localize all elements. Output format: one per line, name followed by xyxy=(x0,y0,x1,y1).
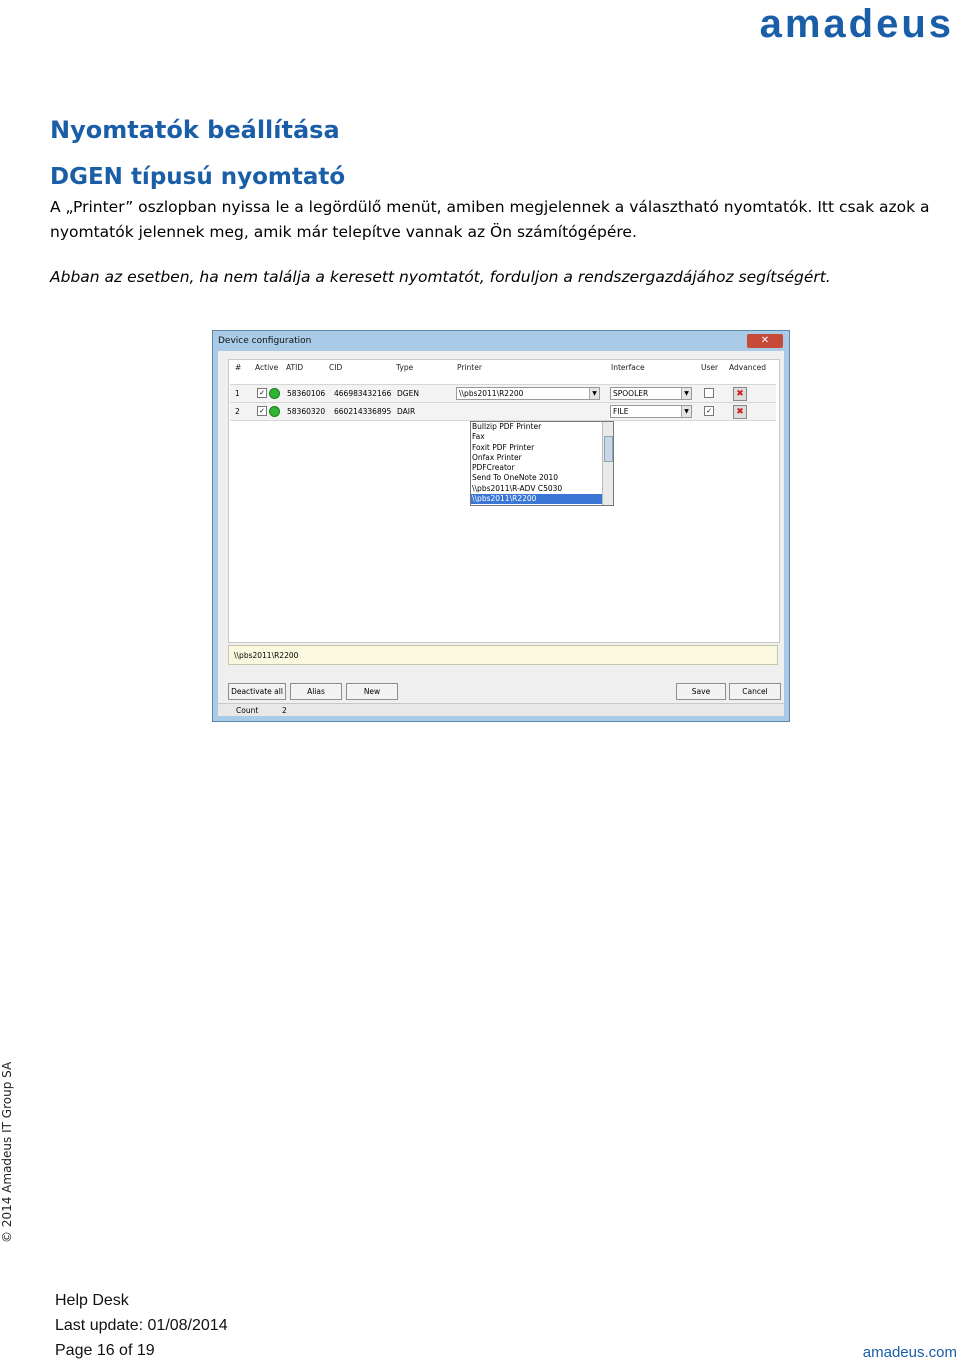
section-title: DGEN típusú nyomtató xyxy=(50,164,346,190)
help-note: Abban az esetben, ha nem találja a keresett nyomtatót, forduljon a rendszergazdájához segítségért. xyxy=(50,268,831,286)
chevron-down-icon[interactable]: ▼ xyxy=(681,406,691,417)
advanced-settings-icon[interactable]: ✖ xyxy=(733,405,747,419)
footer-website-link[interactable]: amadeus.com xyxy=(862,1344,957,1361)
scrollbar-thumb[interactable] xyxy=(604,436,613,462)
status-green-icon xyxy=(269,406,280,417)
col-header-active: Active xyxy=(255,363,279,372)
printer-dropdown-list[interactable] xyxy=(470,421,614,506)
alias-button[interactable]: Alias xyxy=(290,683,342,700)
printer-option[interactable]: PDFCreator xyxy=(472,463,515,473)
printer-select-value: \\pbs2011\R2200 xyxy=(459,389,524,398)
printer-option[interactable]: Send To OneNote 2010 xyxy=(472,473,559,483)
status-green-icon xyxy=(269,388,280,399)
type-cell: DGEN xyxy=(397,389,419,398)
copyright-vertical: © 2014 Amadeus IT Group SA xyxy=(0,1061,14,1243)
interface-select-value: FILE xyxy=(613,407,629,416)
table-row[interactable] xyxy=(230,402,776,421)
cancel-button[interactable]: Cancel xyxy=(729,683,781,700)
dialog-title: Device configuration xyxy=(218,336,312,346)
cid-cell: 660214336895 xyxy=(334,407,392,416)
row-number: 2 xyxy=(235,407,240,416)
col-header-printer: Printer xyxy=(457,363,482,372)
user-checkbox[interactable]: ✓ xyxy=(704,406,714,416)
atid-cell: 58360320 xyxy=(287,407,326,416)
col-header-cid: CID xyxy=(329,363,343,372)
footer-page-number: Page 16 of 19 xyxy=(55,1342,155,1359)
col-header-advanced: Advanced xyxy=(729,363,767,372)
close-button[interactable]: ✕ xyxy=(747,334,783,348)
cid-cell: 466983432166 xyxy=(334,389,392,398)
dialog-body xyxy=(218,351,784,715)
interface-select[interactable] xyxy=(610,405,692,418)
row-number: 1 xyxy=(235,389,240,398)
col-header-interface: Interface xyxy=(611,363,645,372)
deactivate-all-button[interactable]: Deactivate all xyxy=(228,683,286,700)
interface-select-value: SPOOLER xyxy=(613,389,649,398)
interface-select[interactable] xyxy=(610,387,692,400)
active-checkbox[interactable]: ✓ xyxy=(257,406,267,416)
atid-cell: 58360106 xyxy=(287,389,326,398)
printer-option[interactable]: Bullzip PDF Printer xyxy=(472,422,542,431)
printer-option[interactable]: Fax xyxy=(472,432,485,442)
type-cell: DAIR xyxy=(397,407,416,416)
device-grid xyxy=(228,359,780,643)
save-button[interactable]: Save xyxy=(676,683,726,700)
col-header-user: User xyxy=(701,363,719,372)
count-value: 2 xyxy=(282,706,287,715)
dropdown-scrollbar[interactable] xyxy=(602,422,613,505)
col-header-type: Type xyxy=(396,363,414,372)
printer-option[interactable]: \\pbs2011\R-ADV C5030 xyxy=(472,483,563,493)
status-bar xyxy=(218,703,784,716)
active-checkbox[interactable]: ✓ xyxy=(257,388,267,398)
amadeus-logo: amadeus xyxy=(759,2,954,46)
device-configuration-dialog xyxy=(212,330,790,722)
selected-printer-path: \\pbs2011\R2200 xyxy=(228,645,778,665)
count-label: Count xyxy=(236,706,259,715)
table-row[interactable] xyxy=(230,384,776,403)
footer-helpdesk: Help Desk xyxy=(55,1292,129,1309)
page-title: Nyomtatók beállítása xyxy=(50,116,340,144)
printer-select[interactable] xyxy=(456,387,600,400)
user-checkbox[interactable] xyxy=(704,388,714,398)
footer-last-update: Last update: 01/08/2014 xyxy=(55,1317,228,1334)
printer-option[interactable]: Foxit PDF Printer xyxy=(472,442,535,452)
advanced-settings-icon[interactable]: ✖ xyxy=(733,387,747,401)
printer-option[interactable]: Onfax Printer xyxy=(472,452,522,462)
new-button[interactable]: New xyxy=(346,683,398,700)
chevron-down-icon[interactable]: ▼ xyxy=(681,388,691,399)
col-header-num: # xyxy=(235,363,242,372)
col-header-atid: ATID xyxy=(286,363,304,372)
instruction-paragraph: A „Printer” oszlopban nyissa le a legördülő menüt, amiben megjelennek a választható nyomtatók. Itt csak azok a nyomtatók jelennek meg, amik már telepítve vannak az Ön számítógépére. xyxy=(50,198,930,241)
chevron-down-icon[interactable]: ▼ xyxy=(589,388,599,399)
printer-option-selected[interactable]: \\pbs2011\R2200 xyxy=(471,494,613,504)
